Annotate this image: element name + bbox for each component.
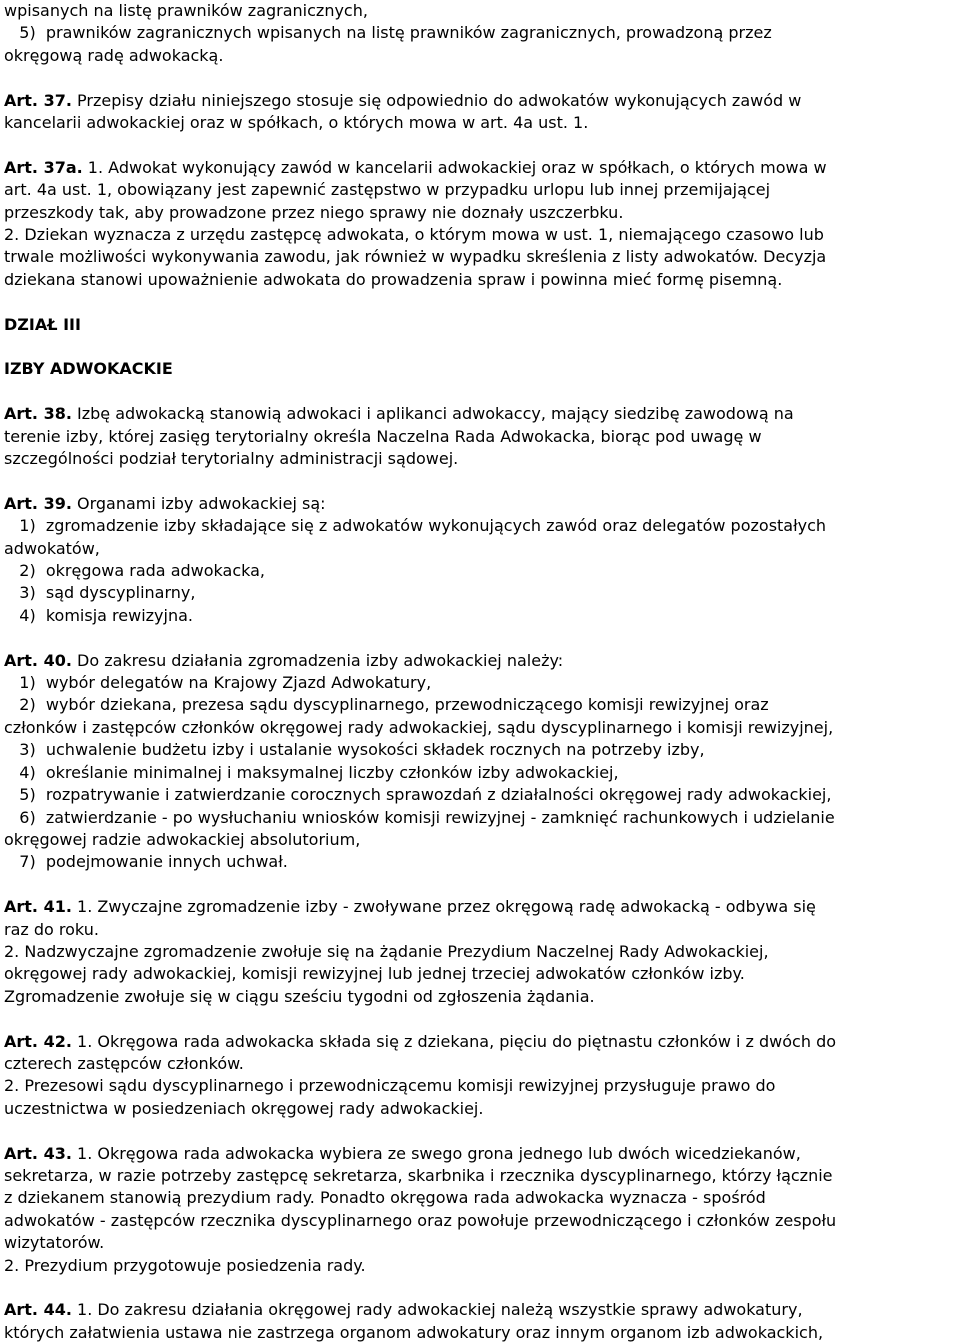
text-line bbox=[4, 851, 958, 873]
text-line bbox=[4, 224, 958, 246]
text-line bbox=[4, 1299, 958, 1321]
line-text: sekretarza, w razie potrzeby zastępcę sekretarza, skarbnika i rzecznika dyscyplinarnego, którzy łącznie bbox=[4, 1165, 833, 1185]
line-text: raz do roku. bbox=[4, 919, 99, 939]
line-text: Przepisy działu niniejszego stosuje się odpowiednio do adwokatów wykonujących zawód w bbox=[71, 90, 802, 110]
paragraph-gap bbox=[4, 470, 958, 492]
text-line bbox=[4, 179, 958, 201]
line-text: okręgowej rady adwokackiej, komisji rewizyjnej lub jednej trzeciej adwokatów członków izby. bbox=[4, 964, 745, 984]
text-line bbox=[4, 246, 958, 268]
line-text: kancelarii adwokackiej oraz w spółkach, o których mowa w art. 4a ust. 1. bbox=[4, 113, 589, 133]
line-text: 2. Nadzwyczajne zgromadzenie zwołuje się na żądanie Prezydium Naczelnej Rady Adwokackiej, bbox=[4, 941, 769, 961]
line-text: 2. Prezesowi sądu dyscyplinarnego i przewodniczącemu komisji rewizyjnej przysługuje prawo do bbox=[4, 1076, 776, 1096]
text-line bbox=[4, 650, 958, 672]
line-text: przeszkody tak, aby prowadzone przez niego sprawy nie doznały uszczerbku. bbox=[4, 202, 624, 222]
paragraph-gap bbox=[4, 874, 958, 896]
text-line bbox=[4, 0, 958, 22]
line-text: 5) prawników zagranicznych wpisanych na listę prawników zagranicznych, prowadzoną przez bbox=[4, 23, 772, 43]
text-line bbox=[4, 896, 958, 918]
line-text: art. 4a ust. 1, obowiązany jest zapewnić zastępstwo w przypadku urlopu lub innej przemijającej bbox=[4, 180, 771, 200]
text-line bbox=[4, 1322, 958, 1344]
paragraph-gap bbox=[4, 67, 958, 89]
text-line bbox=[4, 1165, 958, 1187]
article-number: Art. 42. bbox=[4, 1031, 72, 1051]
paragraph-gap bbox=[4, 134, 958, 156]
section-heading: DZIAŁ III bbox=[4, 314, 81, 334]
text-line bbox=[4, 90, 958, 112]
article-number: Art. 38. bbox=[4, 404, 72, 424]
text-line bbox=[4, 1187, 958, 1209]
line-text: 2) wybór dziekana, prezesa sądu dyscyplinarnego, przewodniczącego komisji rewizyjnej oraz bbox=[4, 695, 769, 715]
text-line bbox=[4, 1255, 958, 1277]
text-line bbox=[4, 1031, 958, 1053]
article-number: Art. 40. bbox=[4, 650, 72, 670]
text-line bbox=[4, 762, 958, 784]
line-text: 6) zatwierdzanie - po wysłuchaniu wniosków komisji rewizyjnej - zamknięć rachunkowych i udzielanie bbox=[4, 807, 835, 827]
line-text: dziekana stanowi upoważnienie adwokata do prowadzenia spraw i powinna mieć formę pisemną. bbox=[4, 269, 783, 289]
text-line bbox=[4, 45, 958, 67]
line-text: 2. Prezydium przygotowuje posiedzenia rady. bbox=[4, 1255, 366, 1275]
text-line bbox=[4, 112, 958, 134]
text-line bbox=[4, 829, 958, 851]
line-text: 2. Dziekan wyznacza z urzędu zastępcę adwokata, o którym mowa w ust. 1, niemającego czasowo lub bbox=[4, 225, 824, 245]
line-text: adwokatów - zastępców rzecznika dyscyplinarnego oraz powołuje przewodniczącego i członków zespołu bbox=[4, 1210, 837, 1230]
line-text: 1. Okręgowa rada adwokacka składa się z dziekana, pięciu do piętnastu członków i z dwóch do bbox=[71, 1031, 837, 1051]
line-text: czterech zastępców członków. bbox=[4, 1053, 244, 1073]
line-text: trwale możliwości wykonywania zawodu, jak również w wypadku skreślenia z listy adwokatów. Decyzja bbox=[4, 247, 827, 267]
text-line bbox=[4, 986, 958, 1008]
text-line bbox=[4, 941, 958, 963]
paragraph-gap bbox=[4, 381, 958, 403]
line-text: członków i zastępców członków okręgowej rady adwokackiej, sądu dyscyplinarnego i komisji rewizyjnej, bbox=[4, 717, 834, 737]
line-text: adwokatów, bbox=[4, 538, 100, 558]
text-line bbox=[4, 538, 958, 560]
article-number: Art. 37a. bbox=[4, 157, 83, 177]
line-text: Izbę adwokacką stanowią adwokaci i aplikanci adwokaccy, mający siedzibę zawodową na bbox=[71, 404, 794, 424]
paragraph-gap bbox=[4, 627, 958, 649]
text-line bbox=[4, 694, 958, 716]
text-line bbox=[4, 1053, 958, 1075]
line-text: 1) wybór delegatów na Krajowy Zjazd Adwokatury, bbox=[4, 673, 432, 693]
line-text: Organami izby adwokackiej są: bbox=[71, 493, 326, 513]
paragraph-gap bbox=[4, 336, 958, 358]
text-line bbox=[4, 560, 958, 582]
line-text: 1) zgromadzenie izby składające się z adwokatów wykonujących zawód oraz delegatów pozostałych bbox=[4, 516, 827, 536]
article-number: Art. 39. bbox=[4, 493, 72, 513]
line-text: z dziekanem stanowią prezydium rady. Ponadto okręgowa rada adwokacka wyznacza - spośród bbox=[4, 1188, 766, 1208]
line-text: okręgowej radzie adwokackiej absolutorium, bbox=[4, 829, 361, 849]
line-text: uczestnictwa w posiedzeniach okręgowej rady adwokackiej. bbox=[4, 1098, 484, 1118]
line-text: wizytatorów. bbox=[4, 1233, 105, 1253]
line-text: wpisanych na listę prawników zagranicznych, bbox=[4, 1, 368, 20]
text-line bbox=[4, 22, 958, 44]
line-text: 4) określanie minimalnej i maksymalnej liczby członków izby adwokackiej, bbox=[4, 762, 619, 782]
text-line bbox=[4, 515, 958, 537]
paragraph-gap bbox=[4, 291, 958, 313]
paragraph-gap bbox=[4, 1120, 958, 1142]
text-line bbox=[4, 202, 958, 224]
text-line bbox=[4, 605, 958, 627]
line-text: 1. Zwyczajne zgromadzenie izby - zwoływane przez okręgową radę adwokacką - odbywa się bbox=[71, 897, 816, 917]
text-line bbox=[4, 269, 958, 291]
text-line bbox=[4, 493, 958, 515]
text-line bbox=[4, 739, 958, 761]
text-line bbox=[4, 1098, 958, 1120]
article-number: Art. 37. bbox=[4, 90, 72, 110]
text-line bbox=[4, 426, 958, 448]
paragraph-gap bbox=[4, 1008, 958, 1030]
article-number: Art. 43. bbox=[4, 1143, 72, 1163]
text-line bbox=[4, 672, 958, 694]
line-text: Zgromadzenie zwołuje się w ciągu sześciu tygodni od zgłoszenia żądania. bbox=[4, 986, 595, 1006]
text-line bbox=[4, 403, 958, 425]
line-text: 3) sąd dyscyplinarny, bbox=[4, 583, 196, 603]
line-text: 3) uchwalenie budżetu izby i ustalanie wysokości składek rocznych na potrzeby izby, bbox=[4, 740, 705, 760]
line-text: których załatwienia ustawa nie zastrzega organom adwokatury oraz innym organom izb adwokackich, bbox=[4, 1322, 824, 1342]
article-number: Art. 44. bbox=[4, 1300, 72, 1320]
line-text: 1. Adwokat wykonujący zawód w kancelarii adwokackiej oraz w spółkach, o których mowa w bbox=[82, 157, 827, 177]
line-text: 7) podejmowanie innych uchwał. bbox=[4, 852, 288, 872]
text-line bbox=[4, 1232, 958, 1254]
line-text: okręgową radę adwokacką. bbox=[4, 45, 224, 65]
text-line bbox=[4, 807, 958, 829]
line-text: 2) okręgowa rada adwokacka, bbox=[4, 561, 265, 581]
text-line bbox=[4, 157, 958, 179]
line-text: 4) komisja rewizyjna. bbox=[4, 605, 193, 625]
text-line bbox=[4, 1143, 958, 1165]
line-text: terenie izby, której zasięg terytorialny określa Naczelna Rada Adwokacka, biorąc pod uwagę w bbox=[4, 426, 762, 446]
article-number: Art. 41. bbox=[4, 897, 72, 917]
text-line bbox=[4, 784, 958, 806]
text-line bbox=[4, 582, 958, 604]
line-text: Do zakresu działania zgromadzenia izby adwokackiej należy: bbox=[71, 650, 564, 670]
section-heading: IZBY ADWOKACKIE bbox=[4, 359, 173, 379]
text-line bbox=[4, 1210, 958, 1232]
text-line bbox=[4, 448, 958, 470]
paragraph-gap bbox=[4, 1277, 958, 1299]
line-text: 1. Do zakresu działania okręgowej rady adwokackiej należą wszystkie sprawy adwokatury, bbox=[71, 1300, 803, 1320]
text-line bbox=[4, 919, 958, 941]
document-body bbox=[4, 0, 958, 1344]
text-line bbox=[4, 963, 958, 985]
text-line bbox=[4, 1075, 958, 1097]
text-line bbox=[4, 717, 958, 739]
line-text: 5) rozpatrywanie i zatwierdzanie corocznych sprawozdań z działalności okręgowej rady adwokackiej, bbox=[4, 785, 832, 805]
line-text: 1. Okręgowa rada adwokacka wybiera ze swego grona jednego lub dwóch wicedziekanów, bbox=[71, 1143, 801, 1163]
line-text: szczególności podział terytorialny administracji sądowej. bbox=[4, 449, 459, 469]
